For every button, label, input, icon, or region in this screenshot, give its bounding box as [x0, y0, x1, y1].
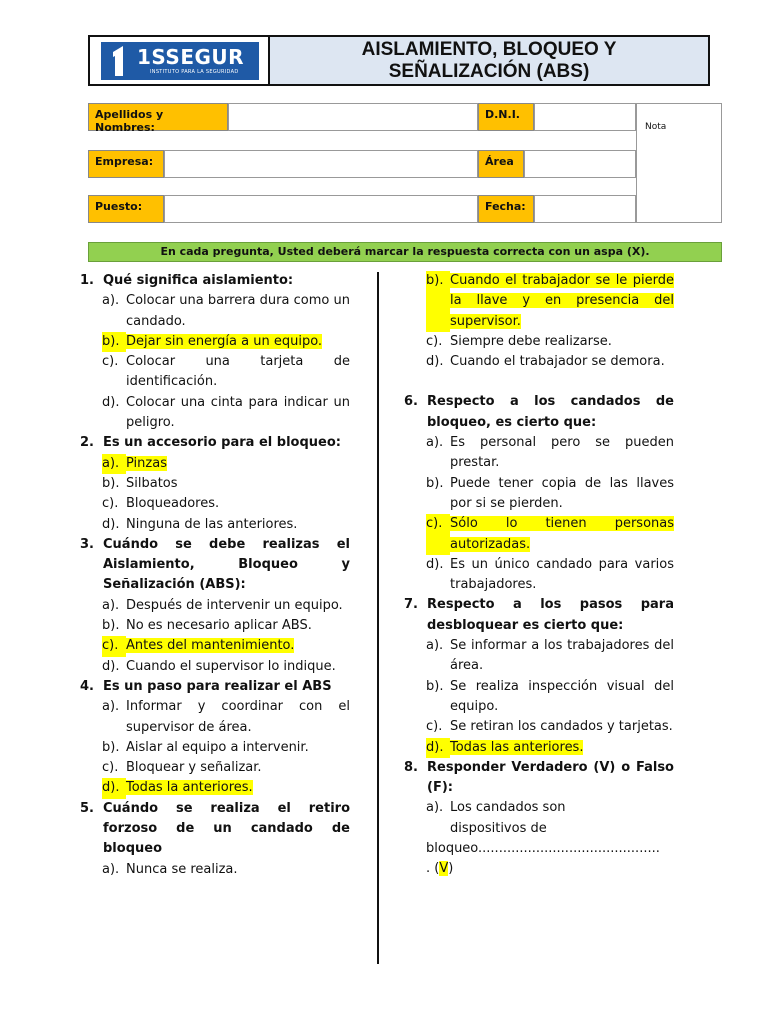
- puesto-label: Puesto:: [88, 195, 164, 223]
- question-number: 3.: [80, 536, 94, 552]
- option-1a[interactable]: [102, 291, 350, 332]
- option-3a[interactable]: [102, 596, 350, 616]
- document-title: AISLAMIENTO, BLOQUEO Y SEÑALIZACIÓN (ABS): [361, 38, 617, 82]
- question-number: 5.: [80, 800, 94, 816]
- question-1: [80, 271, 350, 291]
- logo-cell: [90, 37, 270, 84]
- issegur-logo: [101, 42, 259, 80]
- option-text: Es personal pero se pueden prestar.: [450, 435, 674, 471]
- question-7: [404, 595, 674, 636]
- option-6b[interactable]: [426, 474, 674, 515]
- option-7d[interactable]: [426, 738, 674, 758]
- dni-field[interactable]: [534, 103, 636, 131]
- option-letter: a).: [426, 435, 444, 451]
- empresa-label: Empresa:: [88, 150, 164, 178]
- option-letter: d).: [102, 516, 120, 532]
- option-text-highlighted: Pinzas: [126, 455, 167, 471]
- option-letter: b).: [102, 618, 120, 634]
- option-letter: c).: [102, 760, 119, 776]
- option-text: Bloqueadores.: [126, 496, 220, 512]
- option-6a[interactable]: [426, 433, 674, 474]
- option-4a[interactable]: [102, 697, 350, 738]
- question-8: [404, 758, 674, 799]
- option-text-highlighted: Todas las anteriores.: [450, 739, 584, 755]
- question-4: [80, 677, 350, 697]
- option-text: Es un único candado para varios trabajadores.: [450, 556, 674, 593]
- option-2d[interactable]: [102, 515, 350, 535]
- fecha-label: Fecha:: [478, 195, 534, 223]
- question-text: Respecto a los candados de bloqueo, es cierto que:: [427, 394, 674, 430]
- question-number: 8.: [404, 759, 418, 775]
- answer-open-paren: . (: [426, 861, 440, 877]
- option-letter: d).: [426, 354, 444, 370]
- question-number: 4.: [80, 678, 94, 694]
- logo-mark-icon: [109, 46, 131, 76]
- option-text: Los candados son dispositivos de: [450, 800, 566, 836]
- option-text: Cuando el supervisor lo indique.: [126, 658, 336, 674]
- option-letter: d).: [102, 658, 120, 674]
- option-letter: a).: [102, 699, 120, 715]
- option-text: Se realiza inspección visual del equipo.: [450, 678, 674, 714]
- question-text: Qué significa aislamiento:: [103, 273, 294, 288]
- column-divider: [377, 272, 379, 964]
- option-text-highlighted: Todas la anteriores.: [126, 780, 253, 796]
- option-letter: b).: [426, 475, 444, 491]
- option-2c[interactable]: [102, 494, 350, 514]
- option-letter: d).: [426, 556, 444, 572]
- nota-label: Nota: [645, 122, 667, 132]
- question-text: Es un accesorio para el bloqueo:: [103, 435, 341, 451]
- document-header: [88, 35, 710, 86]
- option-text-highlighted: Dejar sin energía a un equipo.: [126, 333, 323, 349]
- option-text: Informar y coordinar con el supervisor de área.: [126, 699, 350, 735]
- question-text: Respecto a los pasos para desbloquear es cierto que:: [427, 597, 674, 633]
- option-text: Se informar a los trabajadores del área.: [450, 638, 674, 674]
- option-letter: b).: [426, 678, 444, 694]
- answer-value-highlighted[interactable]: V: [439, 861, 449, 877]
- left-column: [80, 271, 350, 880]
- option-5b[interactable]: [426, 271, 674, 332]
- question-text: Es un paso para realizar el ABS: [103, 678, 332, 694]
- question-3: [80, 535, 350, 596]
- option-3c[interactable]: [102, 636, 350, 656]
- option-6c[interactable]: [426, 514, 674, 555]
- option-text-highlighted: Sólo lo tienen personas autorizadas.: [450, 516, 674, 552]
- fecha-field[interactable]: [534, 195, 636, 223]
- puesto-field[interactable]: [164, 195, 478, 223]
- question-text: Responder Verdadero (V) o Falso (F):: [427, 759, 674, 796]
- option-letter: c).: [426, 719, 443, 735]
- option-3b[interactable]: [102, 616, 350, 636]
- option-text: Silbatos: [126, 475, 178, 491]
- option-text: Cuando el trabajador se demora.: [450, 354, 665, 370]
- option-letter: a).: [102, 597, 120, 613]
- option-letter: c).: [102, 496, 119, 512]
- option-text: Colocar una tarjeta de identificación.: [126, 354, 350, 390]
- option-letter: c).: [102, 636, 126, 656]
- option-5a[interactable]: [102, 860, 350, 880]
- title-cell: [270, 37, 708, 84]
- option-letter: a).: [102, 293, 120, 309]
- option-letter: c).: [426, 333, 443, 349]
- question-5: [80, 799, 350, 860]
- option-4d[interactable]: [102, 778, 350, 798]
- question-number: 2.: [80, 435, 94, 451]
- option-4b[interactable]: [102, 738, 350, 758]
- answer-dots: bloqueo............................................: [426, 841, 660, 857]
- answer-close-paren: ): [448, 861, 454, 877]
- option-3d[interactable]: [102, 657, 350, 677]
- option-letter: a).: [102, 861, 120, 877]
- option-letter: a).: [426, 638, 444, 654]
- option-letter: b).: [102, 475, 120, 491]
- option-text-highlighted: Antes del mantenimiento.: [126, 638, 295, 654]
- option-text: Bloquear y señalizar.: [126, 760, 262, 776]
- option-letter: a).: [426, 800, 444, 816]
- option-text: Después de intervenir un equipo.: [126, 597, 343, 613]
- question-number: 1.: [80, 273, 94, 288]
- option-letter: c).: [426, 514, 450, 555]
- option-2b[interactable]: [102, 474, 350, 494]
- area-field[interactable]: [524, 150, 636, 178]
- nota-box[interactable]: [636, 103, 722, 223]
- option-1c[interactable]: [102, 352, 350, 393]
- option-7a[interactable]: [426, 636, 674, 677]
- option-5c[interactable]: [426, 332, 674, 352]
- dni-label: D.N.I.: [478, 103, 534, 131]
- instruction-bar: En cada pregunta, Usted deberá marcar la respuesta correcta con un aspa (X).: [88, 242, 722, 262]
- right-column: [404, 271, 674, 880]
- nombres-field[interactable]: [228, 103, 478, 131]
- option-text-highlighted: Cuando el trabajador se le pierde la llave y en presencia del supervisor.: [450, 273, 674, 329]
- option-text: Siempre debe realizarse.: [450, 333, 612, 349]
- question-number: 7.: [404, 597, 418, 613]
- option-letter: c).: [102, 354, 119, 370]
- option-letter: a).: [102, 454, 126, 474]
- question-text: Cuándo se realiza el retiro forzoso de un candado de bloqueo: [103, 800, 350, 857]
- option-letter: b).: [426, 271, 450, 332]
- option-7b[interactable]: [426, 677, 674, 718]
- option-letter: d).: [426, 738, 450, 758]
- empresa-field[interactable]: [164, 150, 478, 178]
- option-text: No es necesario aplicar ABS.: [126, 618, 312, 634]
- area-label: Área: [478, 150, 524, 178]
- option-text: Colocar una barrera dura como un candado.: [126, 293, 350, 329]
- question-2: [80, 433, 350, 453]
- answer-line: [426, 839, 674, 880]
- option-text: Colocar una cinta para indicar un peligro.: [126, 394, 350, 431]
- logo-subtitle: INSTITUTO PARA LA SEGURIDAD: [150, 69, 239, 75]
- option-1b[interactable]: [102, 332, 350, 352]
- option-text: Ninguna de las anteriores.: [126, 516, 298, 532]
- option-1d[interactable]: [102, 393, 350, 434]
- option-7c[interactable]: [426, 717, 674, 737]
- option-2a[interactable]: [102, 454, 350, 474]
- option-text: Aislar al equipo a intervenir.: [126, 739, 309, 755]
- student-info-form: [88, 103, 722, 223]
- option-5d[interactable]: [426, 352, 674, 372]
- option-letter: b).: [102, 332, 126, 352]
- option-text: Nunca se realiza.: [126, 861, 238, 877]
- option-letter: d).: [102, 778, 126, 798]
- option-letter: d).: [102, 394, 120, 410]
- option-text: Se retiran los candados y tarjetas.: [450, 719, 673, 735]
- option-4c[interactable]: [102, 758, 350, 778]
- option-6d[interactable]: [426, 555, 674, 596]
- question-number: 6.: [404, 394, 418, 410]
- question-text: Cuándo se debe realizas el Aislamiento, Bloqueo y Señalización (ABS):: [103, 536, 350, 593]
- option-text: Puede tener copia de las llaves por si se pierden.: [450, 475, 674, 511]
- logo-text: 1SSEGUR: [137, 45, 245, 69]
- nombres-label: Apellidos y Nombres:: [88, 103, 228, 131]
- option-8a[interactable]: [426, 798, 674, 839]
- question-6: [404, 392, 674, 433]
- option-letter: b).: [102, 739, 120, 755]
